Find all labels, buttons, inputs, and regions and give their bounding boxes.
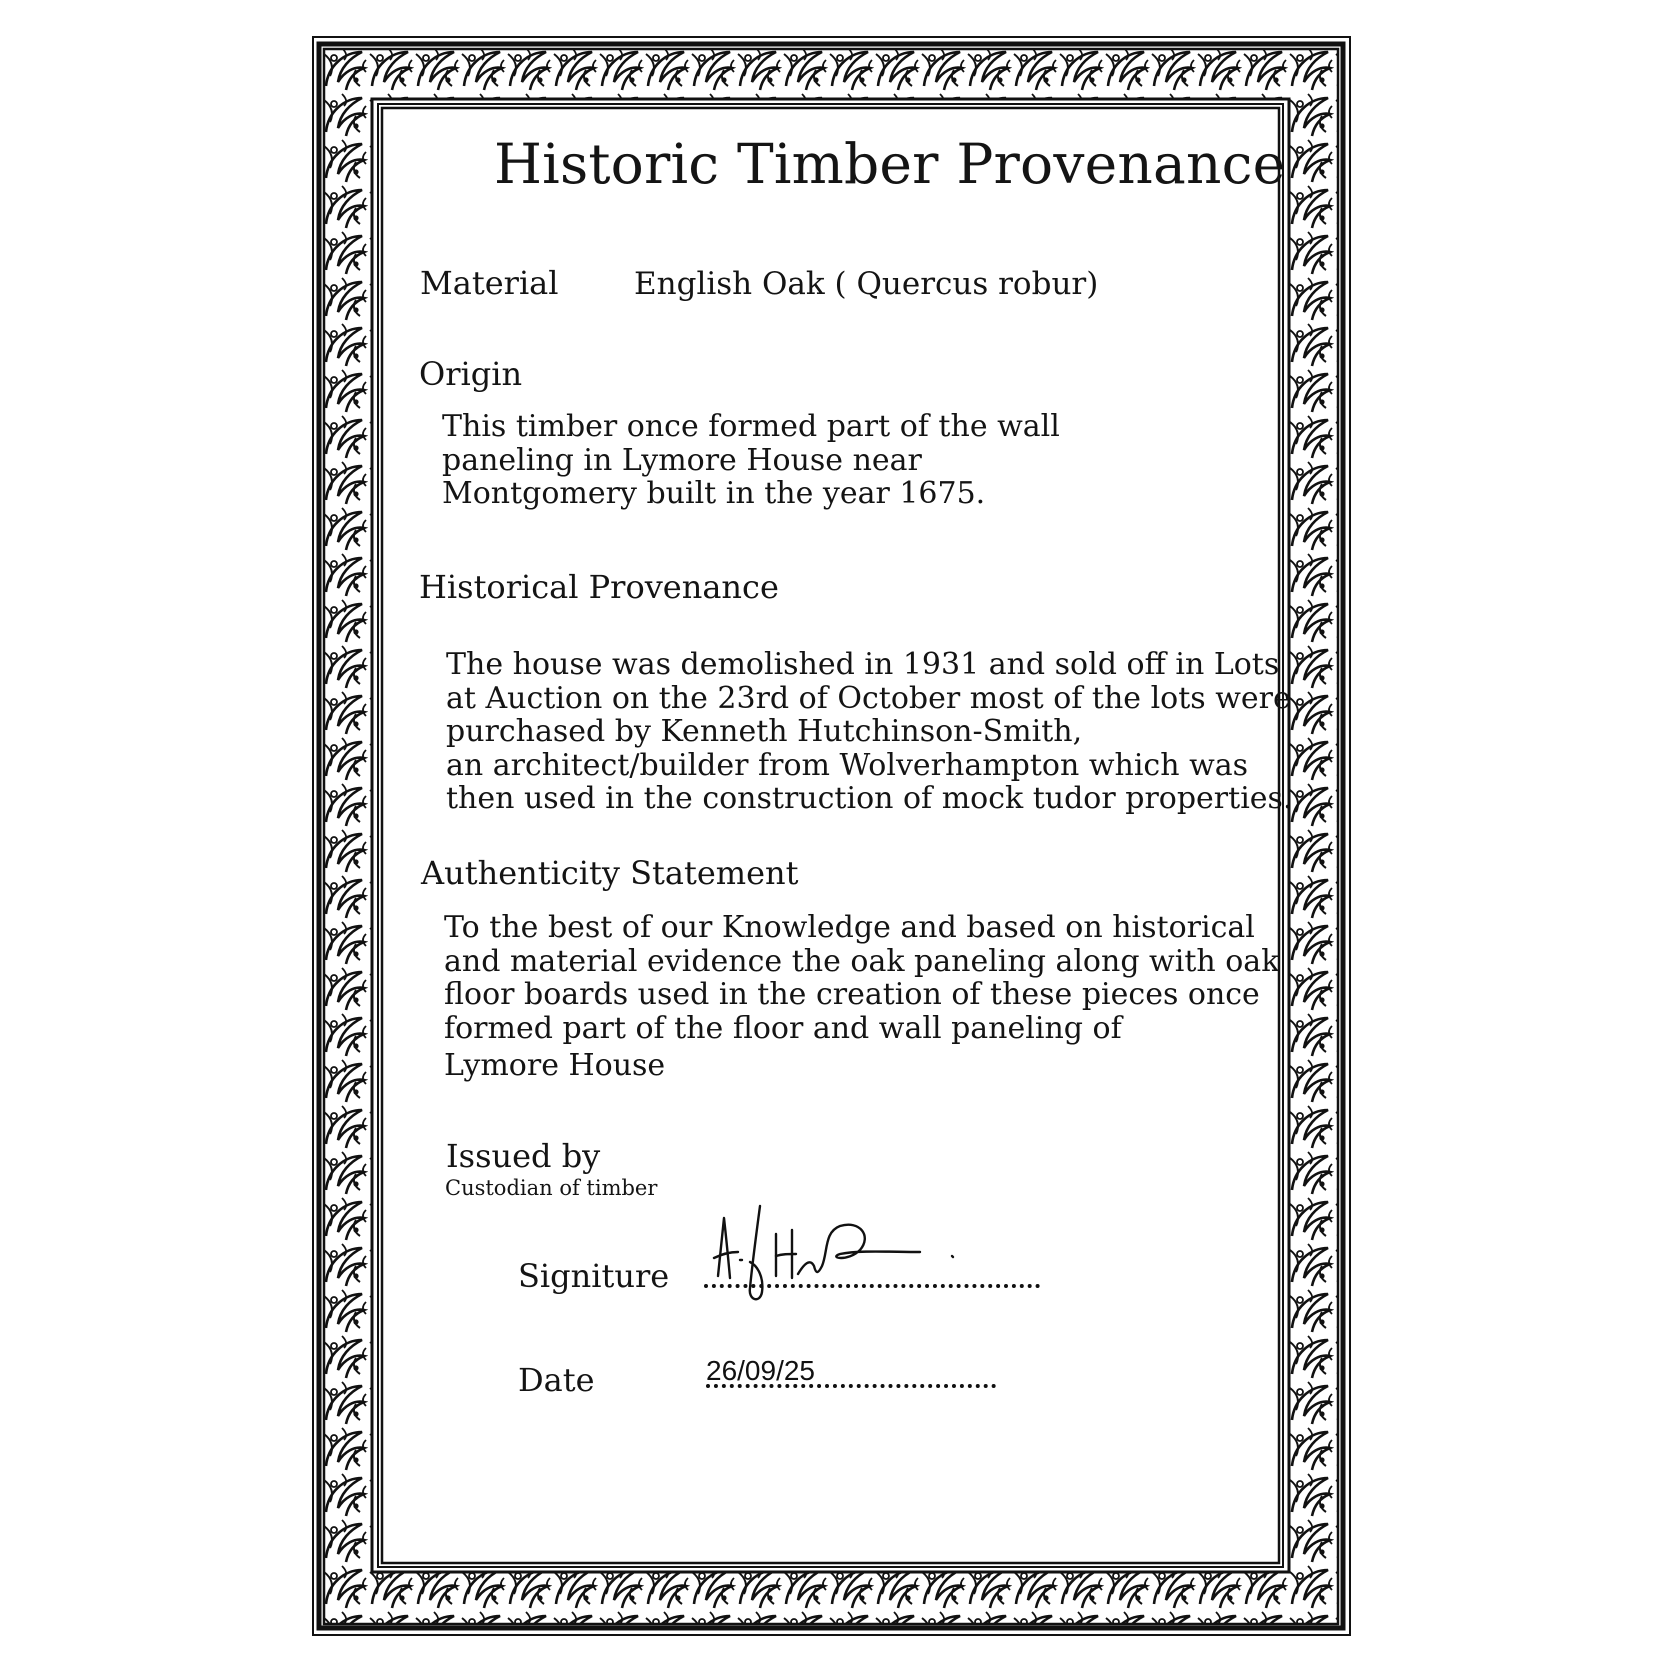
provenance-line: at Auction on the 23rd of October most of the lots were <box>446 680 1291 716</box>
authenticity-line: To the best of our Knowledge and based on historical <box>444 910 1255 945</box>
signature-label: Signiture <box>518 1257 670 1295</box>
material-label: Material <box>420 264 559 302</box>
authenticity-line: floor boards used in the creation of these pieces once <box>444 977 1260 1012</box>
authenticity-statement-text <box>444 911 1279 1083</box>
date-value: 26/09/25 <box>706 1355 815 1386</box>
authenticity-line: and material evidence the oak paneling along with oak <box>444 943 1280 979</box>
provenance-line: then used in the construction of mock tudor properties. <box>446 781 1293 816</box>
authenticity-line: formed part of the floor and wall paneling of <box>444 1010 1122 1046</box>
origin-line: This timber once formed part of the wall <box>442 409 1060 444</box>
issued-by-label: Issued by <box>446 1137 601 1175</box>
authenticity-line: Lymore House <box>444 1048 666 1083</box>
authenticity-statement-label: Authenticity Statement <box>421 854 799 892</box>
material-value: English Oak ( Quercus robur) <box>634 266 1099 302</box>
provenance-line: purchased by Kenneth Hutchinson-Smith, <box>446 714 1083 749</box>
historical-provenance-text <box>446 648 1292 816</box>
origin-label: Origin <box>419 355 523 393</box>
handwritten-signature <box>700 1196 960 1308</box>
certificate-title: Historic Timber Provenance <box>494 132 1286 196</box>
origin-text <box>442 410 1060 511</box>
provenance-line: The house was demolished in 1931 and sold off in Lots <box>446 647 1280 682</box>
origin-line: paneling in Lymore House near <box>442 442 922 478</box>
issued-by-role: Custodian of timber <box>445 1176 658 1200</box>
historical-provenance-label: Historical Provenance <box>419 568 779 606</box>
date-label: Date <box>518 1361 595 1399</box>
origin-line: Montgomery built in the year 1675. <box>442 476 986 511</box>
provenance-line: an architect/builder from Wolverhampton which was <box>446 747 1249 783</box>
